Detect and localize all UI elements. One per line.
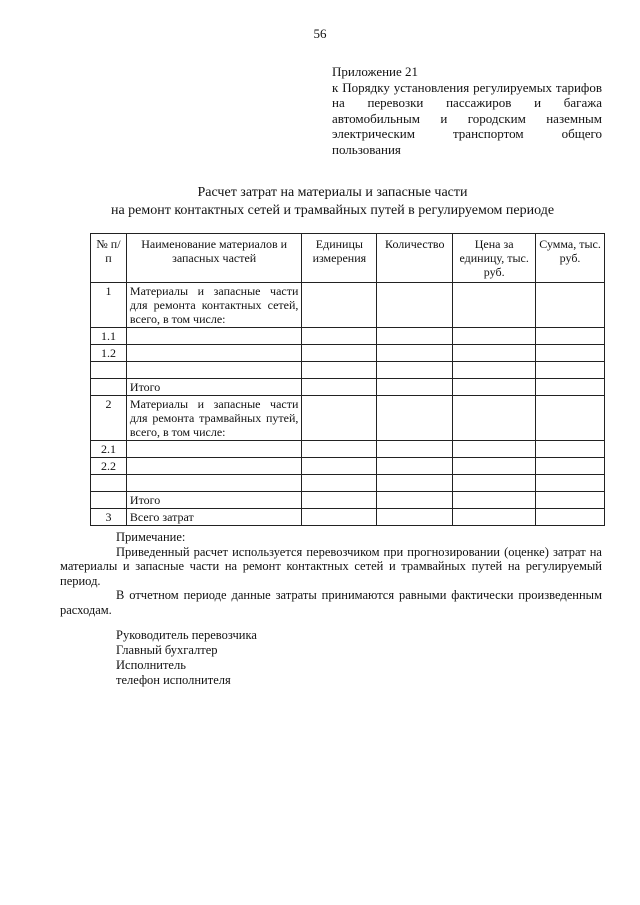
note-paragraph-1: Приведенный расчет используется перевозчиком при прогнозировании (оценке) затрат на материалы и запасные части на ремонт контактных сетей и трамвайных путей на регулируемый период. <box>60 544 602 588</box>
signature-line: Руководитель перевозчика <box>116 628 257 642</box>
signature-line: Исполнитель <box>116 658 186 672</box>
table-cell <box>453 458 536 475</box>
header-cell: № п/п <box>91 234 127 283</box>
row-name <box>126 441 301 458</box>
signature-line: Главный бухгалтер <box>116 643 218 657</box>
row-name: Материалы и запасные части для ремонта трамвайных путей, всего, в том числе: <box>126 396 301 441</box>
header-cell: Количество <box>377 234 453 283</box>
table-cell <box>377 379 453 396</box>
row-number: 1.2 <box>91 345 127 362</box>
table-cell <box>302 362 377 379</box>
table-cell <box>536 492 605 509</box>
table-cell <box>377 441 453 458</box>
row-number <box>91 492 127 509</box>
table-cell <box>302 458 377 475</box>
table-cell <box>453 509 536 526</box>
table-cell <box>302 475 377 492</box>
header-cell: Наименование материалов и запасных частей <box>126 234 301 283</box>
row-number: 1 <box>91 283 127 328</box>
table-cell <box>377 283 453 328</box>
appendix-title: Приложение 21 <box>332 64 419 79</box>
table-cell <box>536 475 605 492</box>
row-name <box>126 345 301 362</box>
signature-block <box>116 628 257 688</box>
table-cell <box>302 509 377 526</box>
row-name: Итого <box>126 379 301 396</box>
note-paragraph-2: В отчетном периоде данные затраты принимаются равными фактически произведенным расходам. <box>60 588 602 617</box>
table-header-row <box>91 234 605 283</box>
page-number: 56 <box>313 26 327 41</box>
row-name: Материалы и запасные части для ремонта контактных сетей, всего, в том числе: <box>126 283 301 328</box>
row-number <box>91 475 127 492</box>
note-section <box>60 530 602 618</box>
row-name: Всего затрат <box>126 509 301 526</box>
table-row <box>91 509 605 526</box>
table-cell <box>453 345 536 362</box>
table-cell <box>377 509 453 526</box>
table-cell <box>536 396 605 441</box>
table-row <box>91 458 605 475</box>
table-cell <box>453 475 536 492</box>
table-row <box>91 379 605 396</box>
table-cell <box>536 328 605 345</box>
row-number <box>91 379 127 396</box>
table-cell <box>536 441 605 458</box>
table-cell <box>302 396 377 441</box>
document-title <box>60 184 605 220</box>
table-cell <box>536 283 605 328</box>
table-cell <box>377 328 453 345</box>
table-cell <box>453 441 536 458</box>
table-cell <box>302 441 377 458</box>
table-row <box>91 475 605 492</box>
table-cell <box>453 328 536 345</box>
table-cell <box>302 283 377 328</box>
table-cell <box>453 492 536 509</box>
header-cell: Сумма, тыс. руб. <box>536 234 605 283</box>
table-cell <box>453 379 536 396</box>
row-number: 2.2 <box>91 458 127 475</box>
row-name <box>126 458 301 475</box>
table-row <box>91 283 605 328</box>
table-cell <box>453 283 536 328</box>
table-row <box>91 362 605 379</box>
note-heading: Примечание: <box>116 530 186 544</box>
signature-line: телефон исполнителя <box>116 673 231 687</box>
table-cell <box>302 345 377 362</box>
row-number: 3 <box>91 509 127 526</box>
table-cell <box>377 458 453 475</box>
table-cell <box>377 396 453 441</box>
table-cell <box>536 379 605 396</box>
costs-table <box>90 233 605 526</box>
table-cell <box>453 396 536 441</box>
table-cell <box>302 379 377 396</box>
table-cell <box>302 328 377 345</box>
table-cell <box>302 492 377 509</box>
table-cell <box>536 509 605 526</box>
table-row <box>91 441 605 458</box>
appendix-header <box>332 64 602 157</box>
header-cell: Единицы измерения <box>302 234 377 283</box>
table-row <box>91 345 605 362</box>
row-number: 2 <box>91 396 127 441</box>
table-row <box>91 328 605 345</box>
title-line-1: Расчет затрат на материалы и запасные части <box>197 185 468 200</box>
table-cell <box>377 492 453 509</box>
row-number: 2.1 <box>91 441 127 458</box>
row-name <box>126 328 301 345</box>
row-number <box>91 362 127 379</box>
row-name <box>126 475 301 492</box>
header-cell: Цена за единицу, тыс. руб. <box>453 234 536 283</box>
appendix-text: к Порядку установления регулируемых тарифов на перевозки пассажиров и багажа автомобильным и городским наземным электрическим транспортом общего пользования <box>332 79 602 157</box>
table-cell <box>536 458 605 475</box>
title-line-2: на ремонт контактных сетей и трамвайных путей в регулируемом периоде <box>110 203 555 218</box>
table-cell <box>377 475 453 492</box>
row-number: 1.1 <box>91 328 127 345</box>
table-cell <box>453 362 536 379</box>
table-cell <box>377 362 453 379</box>
row-name <box>126 362 301 379</box>
table-cell <box>536 362 605 379</box>
row-name: Итого <box>126 492 301 509</box>
table-cell <box>536 345 605 362</box>
table-row <box>91 492 605 509</box>
table-row <box>91 396 605 441</box>
table-cell <box>377 345 453 362</box>
